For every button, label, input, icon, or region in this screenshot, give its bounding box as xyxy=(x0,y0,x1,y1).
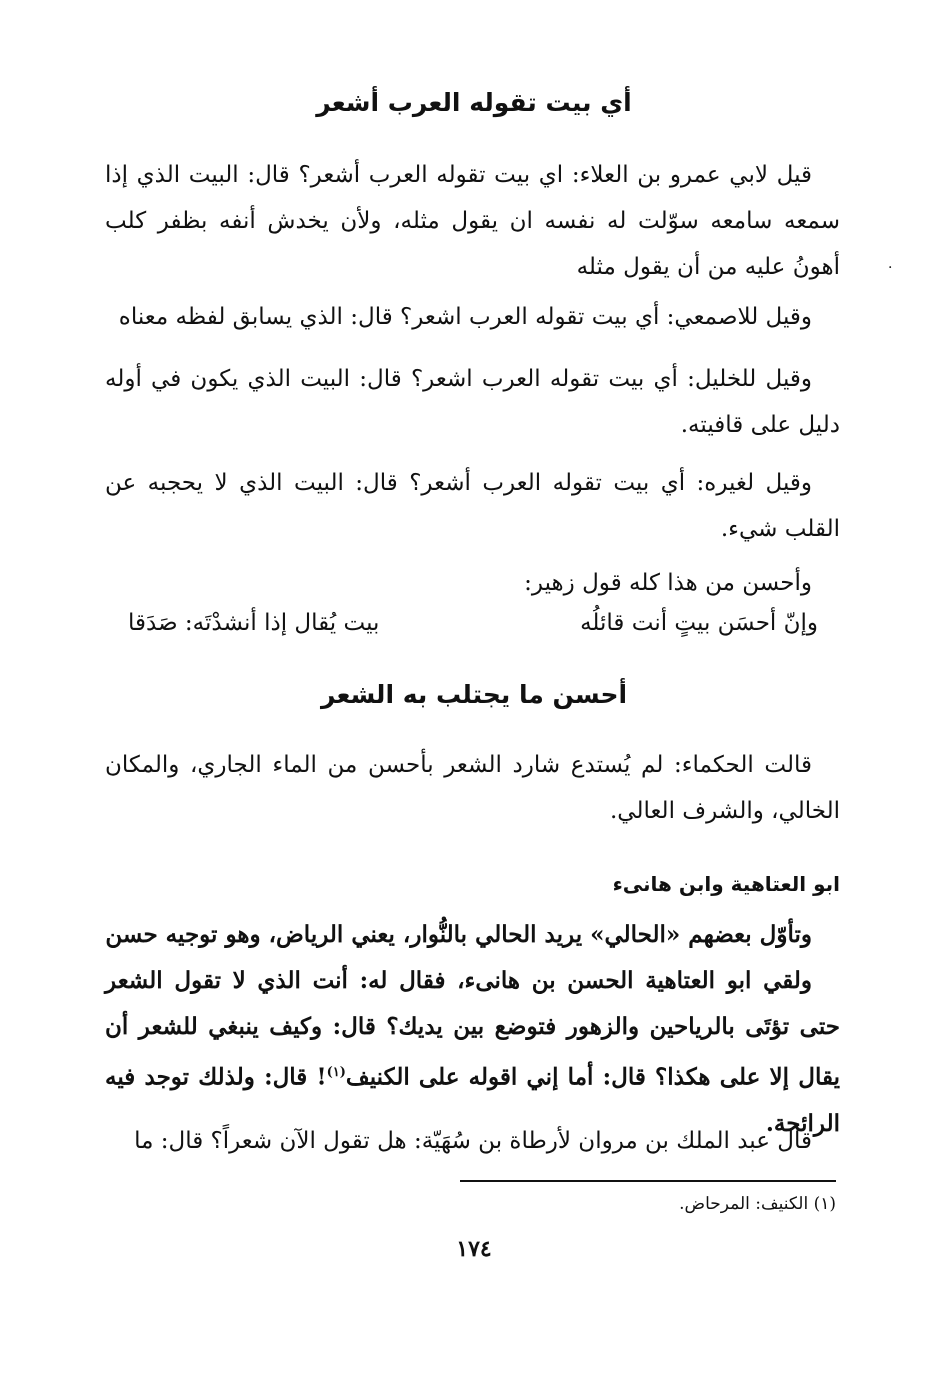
zuhair-verse xyxy=(128,610,818,636)
section3-body xyxy=(105,912,840,1147)
verse-intro: وأحسن من هذا كله قول زهير: xyxy=(524,570,812,596)
margin-dot: · xyxy=(888,260,893,276)
section1-body-3 xyxy=(105,356,840,448)
paragraph-asmai: وقيل للاصمعي: أي بيت تقوله العرب اشعر؟ قال: الذي يسابق لفظه معناه xyxy=(118,304,812,330)
paragraph-khalil: وقيل للخليل: أي بيت تقوله العرب اشعر؟ قال: البيت الذي يكون في أوله دليل على قافيته. xyxy=(105,366,840,438)
footnote-divider xyxy=(460,1180,836,1182)
section3-body-2 xyxy=(105,1118,840,1164)
paragraph-abdulmalik: قال عبد الملك بن مروان لأرطاة بن سُهَيّة: هل تقول الآن شعراً؟ قال: ما xyxy=(134,1128,812,1154)
section-title-attract-poetry: أحسن ما يجتلب به الشعر xyxy=(320,680,628,709)
section1-body xyxy=(105,152,840,290)
footnote-marker: (١) xyxy=(326,1065,346,1080)
section1-body-2 xyxy=(105,294,840,340)
paragraph-sages: قالت الحكماء: لم يُستدع شارد الشعر بأحسن من الماء الجاري، والمكان الخالي، والشرف العالي. xyxy=(105,752,840,824)
section1-body-4 xyxy=(105,460,840,552)
verse-second-hemistich: بيت يُقال إذا أنشدْتَه: صَدَقا xyxy=(128,610,380,636)
section-title-best-verse: أي بيت تقوله العرب أشعر xyxy=(316,88,632,117)
section-title-abu-atahiya: ابو العتاهية وابن هانىء xyxy=(612,872,840,896)
encounter-text-end: ! قال: ولذلك توجد فيه الرائحة. xyxy=(105,1063,840,1137)
section2-body xyxy=(105,742,840,834)
paragraph-other: وقيل لغيره: أي بيت تقوله العرب أشعر؟ قال: البيت الذي لا يحجبه عن القلب شيء. xyxy=(105,470,840,542)
verse-first-hemistich: وإنّ أحسَن بيتٍ أنت قائلُه xyxy=(580,610,818,636)
paragraph-interpretation: وتأوّل بعضهم «الحالي» يريد الحالي بالنُّوار، يعني الرياض، وهو توجيه حسن xyxy=(105,921,812,948)
verse-intro-block xyxy=(105,565,840,601)
footnote: (١) الكنيف: المرحاض. xyxy=(679,1194,836,1214)
encounter-text: ولقي ابو العتاهية الحسن بن هانىء، فقال له: أنت الذي لا تقول الشعر حتى تؤتَى بالرياحين والزهور فتوضع بين يديك؟ قال: وكيف ينبغي للشعر أن يقال إلا على هكذا؟ قال: أما إني اقوله على الكنيف xyxy=(105,967,841,1091)
paragraph-abu-amr: قيل لابي عمرو بن العلاء: اي بيت تقوله العرب أشعر؟ قال: البيت الذي إذا سمعه سامعه سوّلت له نفسه ان يقول مثله، ولأن يخدش أنفه بظفر كلب أهونُ عليه من أن يقول مثله xyxy=(105,162,840,280)
page-number: ١٧٤ xyxy=(456,1236,492,1262)
